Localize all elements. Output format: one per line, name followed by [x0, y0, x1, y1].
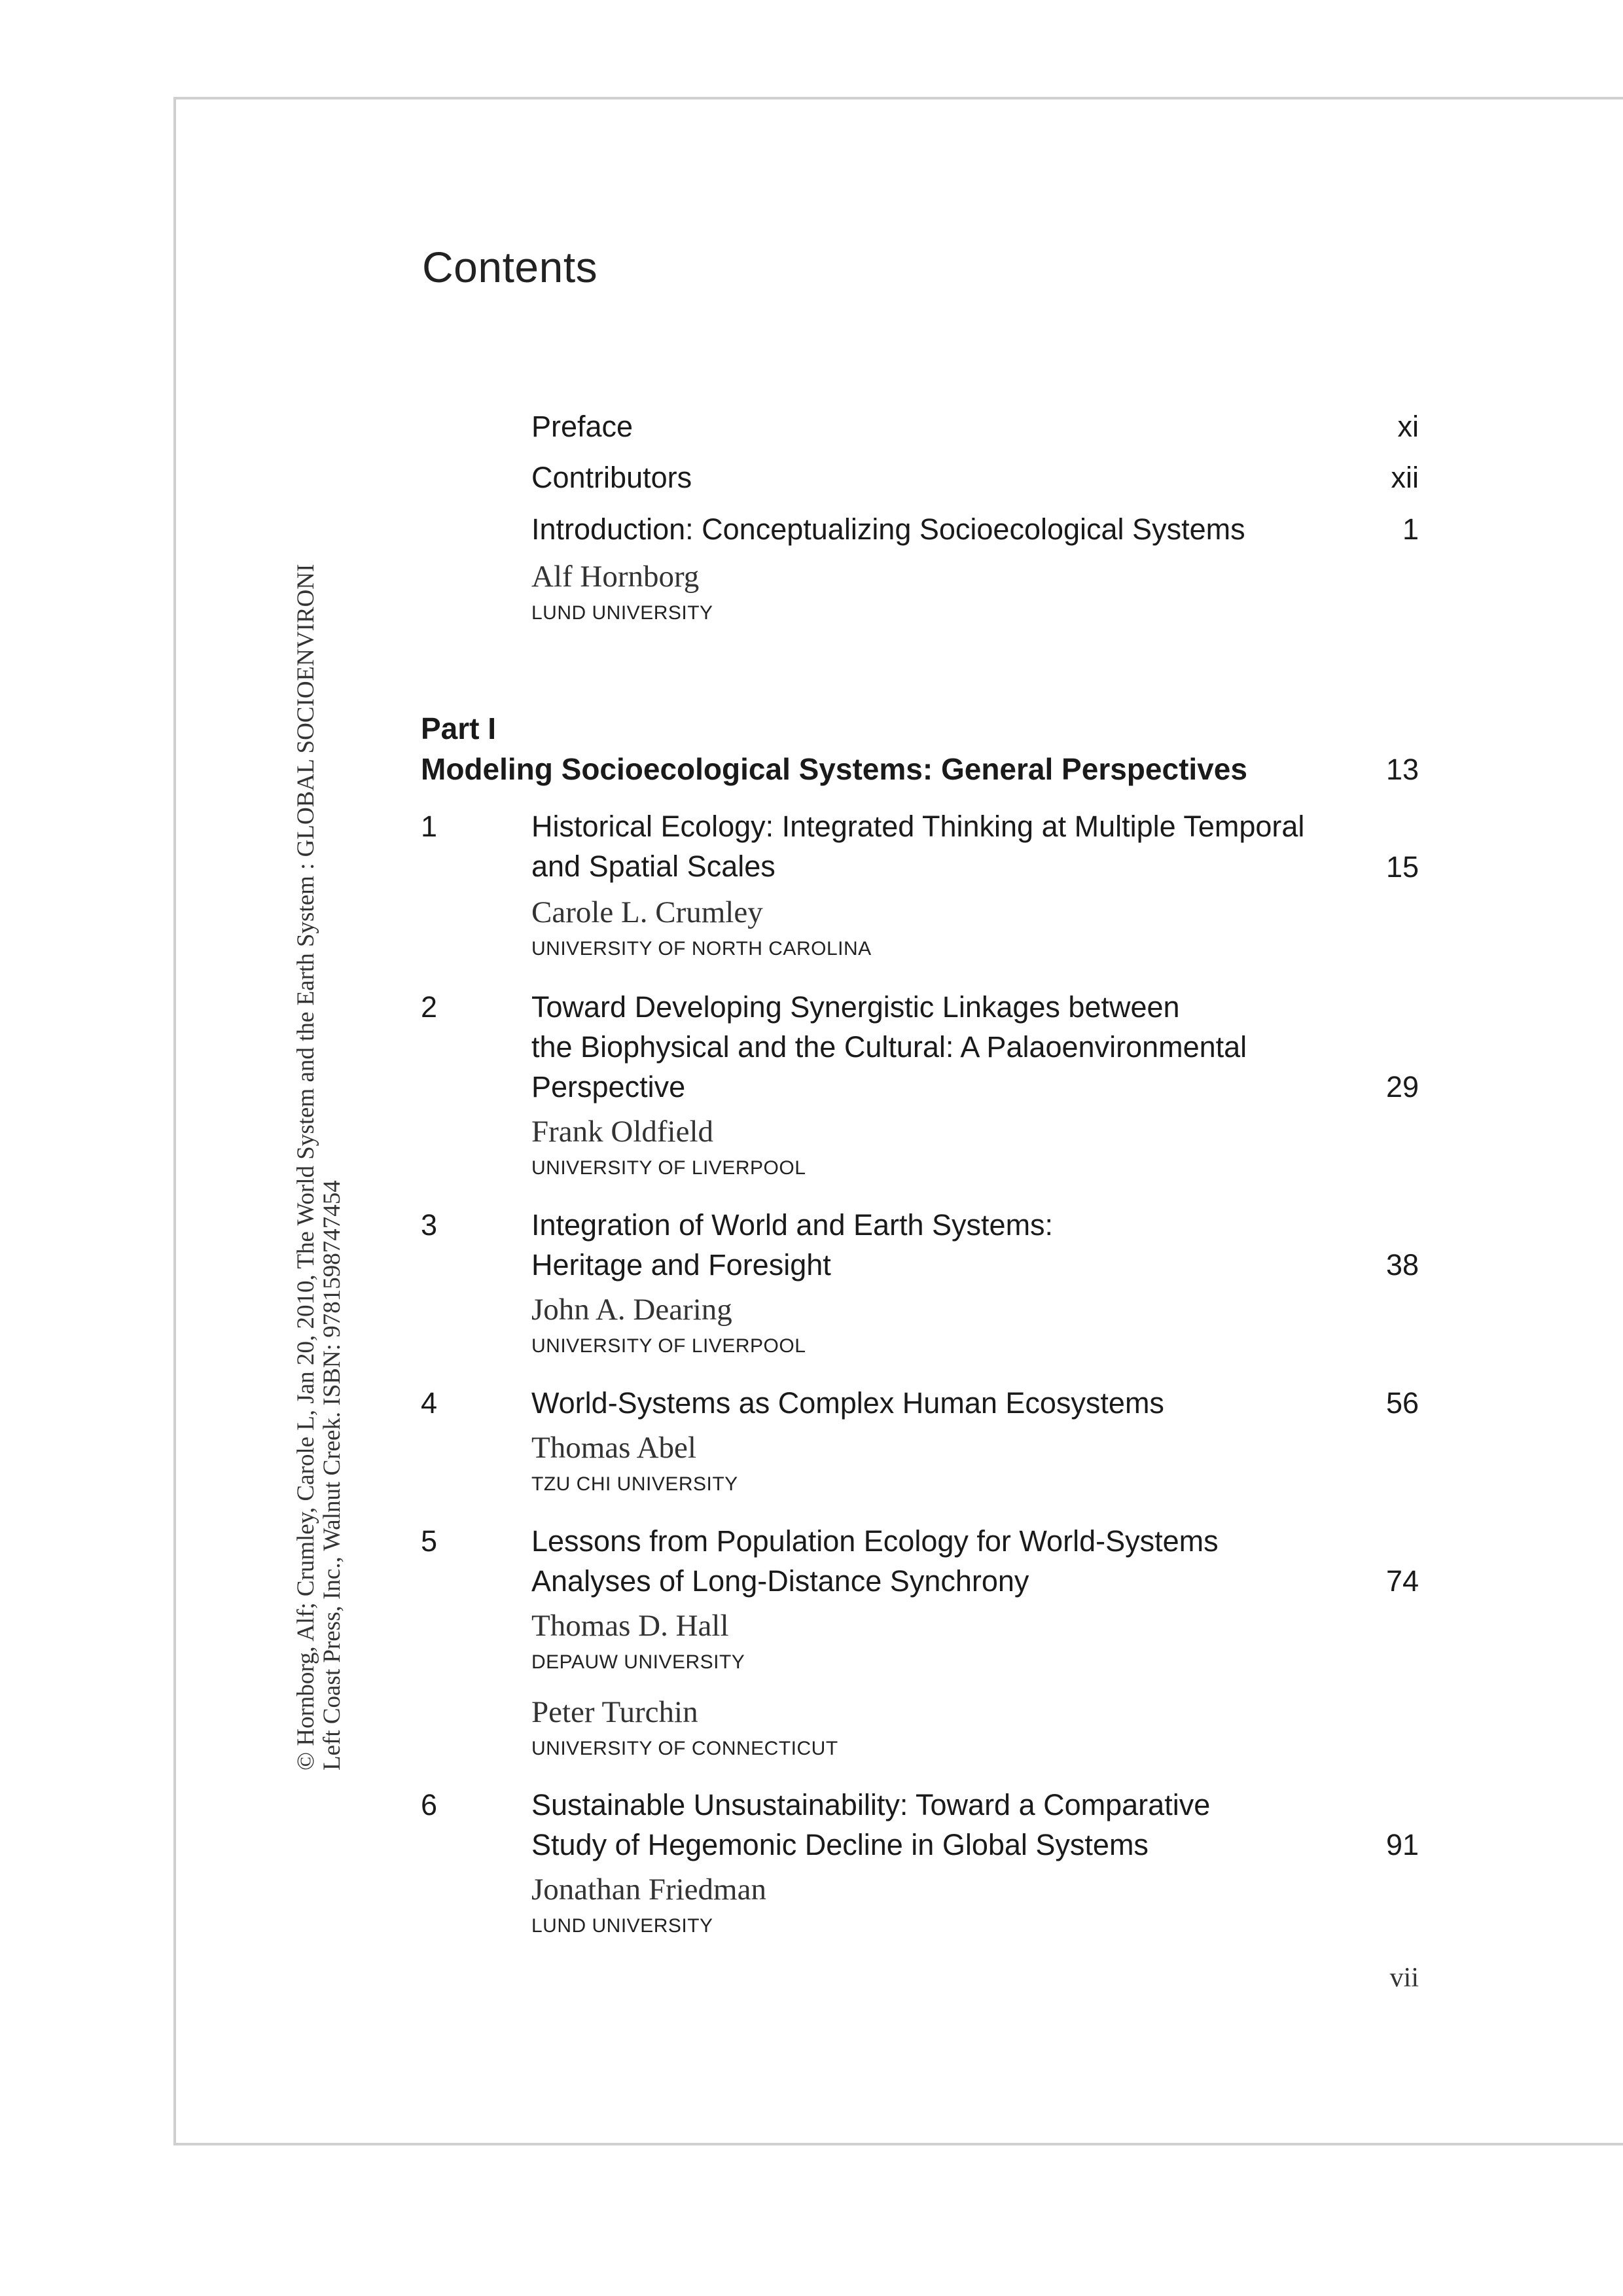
chapter-title-line: Sustainable Unsustainability: Toward a Comparative [531, 1788, 1211, 1821]
chapter-page: 74 [1385, 1564, 1419, 1598]
part-page: 13 [1385, 753, 1419, 786]
chapter-title-line: Integration of World and Earth Systems: [531, 1208, 1054, 1242]
toc-preface-page: xi [1397, 410, 1419, 443]
copyright-line-2: Left Coast Press, Inc., Walnut Creek. ISBN: 9781598747454 [319, 1180, 346, 1770]
part-title[interactable]: Modeling Socioecological Systems: General Perspectives [421, 752, 1247, 786]
toc-introduction-heading[interactable]: Introduction: Conceptualizing Socioecological Systems [531, 512, 1245, 546]
toc-introduction-page: 1 [1402, 512, 1419, 546]
chapter-affiliation: TZU CHI UNIVERSITY [531, 1473, 738, 1495]
chapter-page: 15 [1385, 850, 1419, 884]
chapter-title-line: Toward Developing Synergistic Linkages between [531, 990, 1180, 1024]
chapter-author: Thomas D. Hall [531, 1609, 729, 1643]
chapter-affiliation: DEPAUW UNIVERSITY [531, 1651, 745, 1673]
toc-introduction-author: Alf Hornborg [531, 560, 700, 594]
chapter-affiliation: UNIVERSITY OF CONNECTICUT [531, 1738, 838, 1759]
chapter-author: Jonathan Friedman [531, 1873, 766, 1907]
chapter-author: Frank Oldfield [531, 1115, 714, 1149]
chapter-number: 2 [421, 990, 438, 1024]
chapter-author: Carole L. Crumley [531, 895, 763, 929]
chapter-page: 29 [1385, 1070, 1419, 1103]
chapter-title-line: and Spatial Scales [531, 850, 776, 883]
chapter-title[interactable] [531, 1521, 1418, 1601]
chapter-title[interactable] [531, 1205, 1418, 1285]
chapter-affiliation: UNIVERSITY OF LIVERPOOL [531, 1335, 806, 1357]
copyright-notice [293, 527, 346, 1770]
chapter-page: 91 [1385, 1828, 1419, 1861]
chapter-title-line: Historical Ecology: Integrated Thinking at Multiple Temporal [531, 810, 1305, 843]
chapter-title[interactable] [531, 987, 1418, 1107]
chapter-title-line: Lessons from Population Ecology for World-Systems [531, 1524, 1219, 1558]
chapter-number: 3 [421, 1208, 438, 1242]
chapter-author: Peter Turchin [531, 1695, 698, 1729]
chapter-number: 4 [421, 1386, 438, 1420]
chapter-author: Thomas Abel [531, 1431, 696, 1465]
toc-contributors-page: xii [1391, 461, 1419, 494]
part-label: Part I [421, 711, 497, 745]
chapter-title-line: the Biophysical and the Cultural: A Palaoenvironmental [531, 1030, 1247, 1064]
chapter-title-line: Analyses of Long-Distance Synchrony [531, 1564, 1029, 1598]
toc-contributors-heading[interactable]: Contributors [531, 461, 692, 494]
chapter-page: 38 [1385, 1248, 1419, 1282]
chapter-title[interactable] [531, 806, 1418, 886]
copyright-line-1: © Hornborg, Alf; Crumley, Carole L, Jan 20, 2010, The World System and the Earth System : GLOBAL SOCIOENVIRONI [293, 564, 319, 1770]
toc-preface-heading[interactable]: Preface [531, 410, 633, 443]
chapter-page: 56 [1385, 1386, 1419, 1420]
page-folio: vii [1389, 1963, 1419, 1993]
chapter-title[interactable] [531, 1383, 1418, 1423]
chapter-number: 1 [421, 810, 438, 843]
chapter-affiliation: LUND UNIVERSITY [531, 1915, 713, 1937]
chapter-title-line: Heritage and Foresight [531, 1248, 831, 1282]
chapter-number: 6 [421, 1788, 438, 1821]
chapter-title-line: Study of Hegemonic Decline in Global Systems [531, 1828, 1149, 1861]
chapter-title-line: Perspective [531, 1070, 686, 1103]
toc-introduction-affiliation: LUND UNIVERSITY [531, 602, 713, 624]
chapter-number: 5 [421, 1524, 438, 1558]
chapter-author: John A. Dearing [531, 1293, 732, 1327]
chapter-affiliation: UNIVERSITY OF LIVERPOOL [531, 1157, 806, 1179]
chapter-title-line: World-Systems as Complex Human Ecosystems [531, 1386, 1164, 1420]
page-title: Contents [422, 243, 598, 291]
chapter-affiliation: UNIVERSITY OF NORTH CAROLINA [531, 938, 872, 960]
chapter-title[interactable] [531, 1785, 1418, 1865]
